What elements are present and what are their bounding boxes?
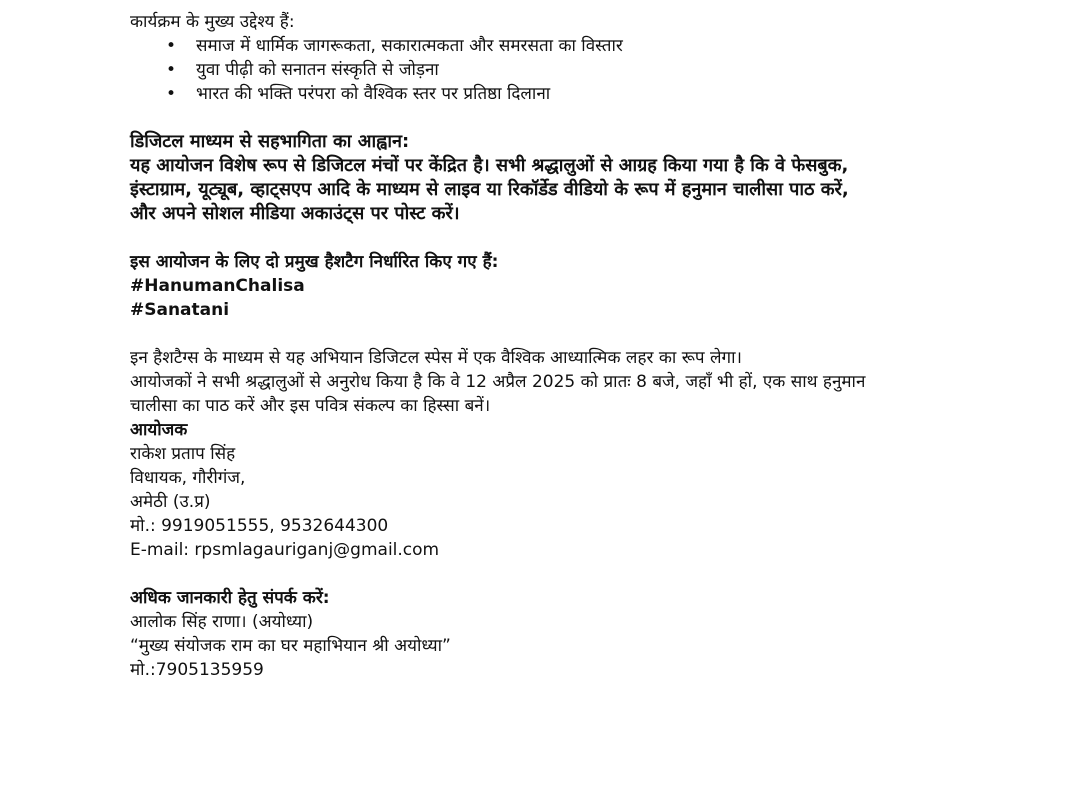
document-page (130, 10, 1030, 682)
contact-name: आलोक सिंह राणा। (अयोध्या) (130, 612, 314, 632)
organizer-phone: मो.: 9919051555, 9532644300 (130, 516, 389, 536)
organizer-title: विधायक, गौरीगंज, (130, 468, 246, 488)
organizer-place: अमेठी (उ.प्र) (130, 492, 211, 512)
hashtag-hanumanchalisa: #HanumanChalisa (130, 276, 305, 296)
contact-phone: मो.:7905135959 (130, 660, 264, 680)
spacer (130, 106, 1030, 130)
objective-text: युवा पीढ़ी को सनातन संस्कृति से जोड़ना (196, 60, 439, 80)
contact-role: “मुख्य संयोजक राम का घर महाभियान श्री अयोध्या” (130, 636, 451, 656)
contact-heading: अधिक जानकारी हेतु संपर्क करें: (130, 588, 330, 608)
list-item (130, 58, 1030, 82)
digital-appeal-line: और अपने सोशल मीडिया अकाउंट्स पर पोस्ट करें। (130, 203, 460, 224)
closing-line: चालीसा का पाठ करें और इस पवित्र संकल्प का हिस्सा बनें। (130, 396, 491, 416)
organizer-heading: आयोजक (130, 420, 188, 440)
objectives-heading: कार्यक्रम के मुख्य उद्देश्य हैं: (130, 12, 295, 32)
spacer (130, 322, 1030, 346)
bullet-icon: • (166, 84, 177, 104)
organizer-email: E-mail: rpsmlagauriganj@gmail.com (130, 540, 440, 560)
hashtag-sanatani: #Sanatani (130, 300, 230, 320)
list-item (130, 82, 1030, 106)
bullet-icon: • (166, 60, 177, 80)
objective-text: समाज में धार्मिक जागरूकता, सकारात्मकता और समरसता का विस्तार (196, 36, 623, 56)
closing-line: आयोजकों ने सभी श्रद्धालुओं से अनुरोध किया है कि वे 12 अप्रैल 2025 को प्रातः 8 बजे, जहाँ भी हों, एक साथ हनुमान (130, 372, 866, 392)
digital-appeal-line: इंस्टाग्राम, यूट्यूब, व्हाट्सएप आदि के माध्यम से लाइव या रिकॉर्डेड वीडियो के रूप में हनुमान चालीसा पाठ करें, (130, 179, 849, 200)
organizer-name: राकेश प्रताप सिंह (130, 444, 236, 464)
spacer (130, 562, 1030, 586)
closing-line: इन हैशटैग्स के माध्यम से यह अभियान डिजिटल स्पेस में एक वैश्विक आध्यात्मिक लहर का रूप लेगा। (130, 348, 742, 368)
objectives-list (130, 34, 1030, 106)
objective-text: भारत की भक्ति परंपरा को वैश्विक स्तर पर प्रतिष्ठा दिलाना (196, 84, 551, 104)
digital-appeal-line: यह आयोजन विशेष रूप से डिजिटल मंचों पर केंद्रित है। सभी श्रद्धालुओं से आग्रह किया गया है कि वे फेसबुक, (130, 155, 849, 176)
digital-appeal-heading: डिजिटल माध्यम से सहभागिता का आह्वान: (130, 131, 410, 152)
list-item (130, 34, 1030, 58)
bullet-icon: • (166, 36, 177, 56)
hashtags-heading: इस आयोजन के लिए दो प्रमुख हैशटैग निर्धारित किए गए हैं: (130, 252, 499, 272)
spacer (130, 226, 1030, 250)
